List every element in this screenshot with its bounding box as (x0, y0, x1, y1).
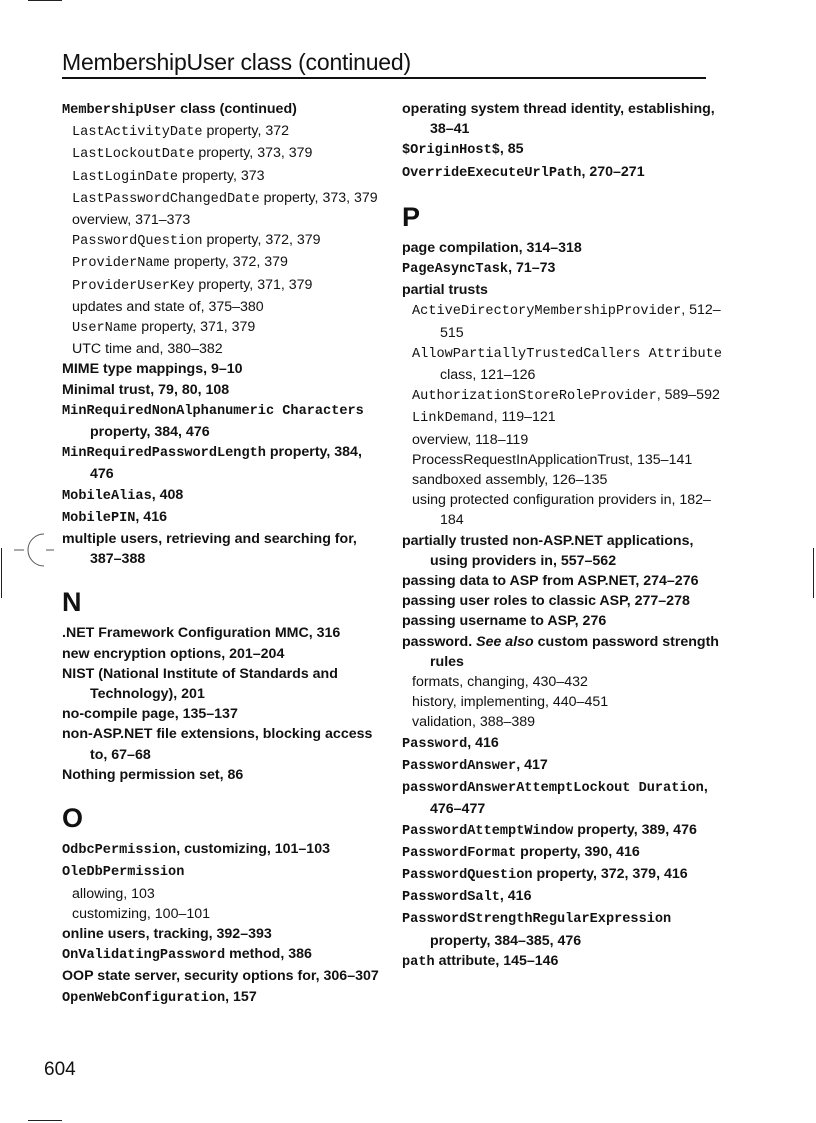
index-entry (402, 951, 722, 973)
index-entry (402, 238, 722, 258)
index-text: MIME type mappings, 9–10 (62, 361, 243, 378)
index-text: path (402, 954, 435, 970)
registration-mark-icon (0, 525, 60, 575)
index-text: multiple users, retrieving and searching for, 387–388 (62, 531, 357, 568)
index-entry (402, 864, 722, 886)
index-subentry (62, 317, 382, 339)
index-text: , 416 (499, 888, 532, 905)
index-text: , 85 (499, 141, 524, 158)
index-text: passing user roles to classic ASP, 277–278 (402, 593, 690, 610)
index-text: LastLockoutDate (72, 147, 195, 163)
index-text: history, implementing, 440–451 (412, 694, 609, 711)
index-text: LinkDemand (412, 411, 494, 427)
index-entry (402, 591, 722, 611)
index-text: non-ASP.NET file extensions, blocking access to, 67–68 (62, 726, 373, 763)
index-entry (62, 664, 382, 704)
index-subentry (62, 143, 382, 165)
index-entry (62, 966, 382, 986)
index-entry (402, 531, 722, 571)
index-text: , 119–121 (493, 409, 556, 426)
index-text: PasswordSalt (402, 890, 500, 906)
index-text: AllowPartiallyTrustedCallers Attribute (412, 346, 722, 362)
index-entry (402, 611, 722, 631)
index-text: property, 384, 476 (90, 424, 210, 441)
index-text: , 157 (225, 988, 257, 1005)
index-text: no-compile page, 135–137 (62, 706, 238, 723)
index-subentry (62, 188, 382, 210)
index-text: $OriginHost$ (402, 143, 500, 159)
index-text: PasswordStrengthRegularExpression (402, 912, 672, 928)
index-text: validation, 388–389 (412, 714, 536, 731)
index-subentry (62, 230, 382, 252)
index-entry (62, 839, 382, 861)
index-text: property, 372, 379 (202, 232, 321, 249)
index-subentry (402, 712, 722, 732)
index-subentry (402, 490, 722, 530)
index-text: ProcessRequestInApplicationTrust, 135–141 (412, 451, 693, 468)
index-text: AuthorizationStoreRoleProvider (412, 389, 657, 405)
index-entry (402, 733, 722, 755)
page-number: 604 (44, 1059, 76, 1080)
running-head: MembershipUser class (continued) (62, 49, 411, 75)
index-entry (62, 765, 382, 785)
index-text: , customizing, 101–103 (176, 841, 330, 858)
crop-mark-top-left (28, 0, 62, 1)
index-entry (62, 644, 382, 664)
index-text: operating system thread identity, establishing, 38–41 (402, 101, 715, 138)
index-text: class (continued) (176, 101, 297, 117)
index-subentry (402, 343, 722, 385)
index-subentry (62, 297, 382, 317)
index-text: passing username to ASP, 276 (402, 613, 607, 630)
index-text: Password (402, 736, 468, 752)
index-text: , 416 (135, 508, 167, 525)
index-text: MinRequiredPasswordLength (62, 446, 266, 462)
index-text: , 71–73 (508, 260, 556, 277)
index-entry (402, 908, 722, 950)
index-text: overview, 118–119 (412, 431, 529, 448)
index-entry (402, 571, 722, 591)
index-text: Nothing permission set, 86 (62, 766, 244, 783)
index-text: custom password strength rules (430, 633, 719, 670)
index-subentry (402, 407, 722, 429)
index-text: , 512–515 (440, 302, 721, 341)
index-subentry (62, 275, 382, 297)
index-entry (62, 485, 382, 507)
index-text: partially trusted non-ASP.NET applications, using providers in, 557–562 (402, 532, 694, 569)
index-entry (62, 507, 382, 529)
index-text: ProviderName (72, 256, 170, 272)
index-text: updates and state of, 375–380 (72, 298, 264, 315)
index-text: property, 372, 379, 416 (532, 865, 688, 882)
index-text: OleDbPermission (62, 865, 185, 881)
index-text: class, 121–126 (440, 367, 536, 384)
index-text: method, 386 (225, 946, 312, 963)
index-text: Minimal trust, 79, 80, 108 (62, 381, 230, 398)
index-text: passwordAnswerAttemptLockout Duration (402, 781, 704, 797)
index-text: PasswordAnswer (402, 758, 517, 774)
index-text: customizing, 100–101 (72, 905, 211, 922)
index-text: attribute, 145–146 (434, 952, 559, 969)
index-text: OdbcPermission (62, 843, 177, 859)
index-text: MembershipUser (62, 103, 177, 118)
index-text: OverrideExecuteUrlPath (402, 165, 582, 181)
index-entry (402, 258, 722, 280)
index-text: , 270–271 (581, 163, 645, 180)
index-text: using protected configuration providers in, 182–184 (412, 492, 711, 529)
index-subentry (402, 672, 722, 692)
index-entry (62, 704, 382, 724)
crop-mark-bottom-left (28, 1120, 62, 1121)
index-text: allowing, 103 (72, 885, 155, 902)
index-text: property, 373 (178, 167, 265, 184)
index-text: ActiveDirectoryMembershipProvider (412, 304, 682, 320)
index-entry (402, 99, 722, 139)
index-entry (402, 777, 722, 819)
index-subentry (402, 385, 722, 407)
index-entry (402, 820, 722, 842)
index-entry (62, 987, 382, 1009)
index-column-right (402, 99, 722, 973)
index-text: property, 371, 379 (137, 319, 256, 336)
index-entry (62, 400, 382, 442)
index-text: password. (402, 633, 477, 650)
index-text: , 589–592 (656, 387, 720, 404)
crop-mark-right-edge (813, 548, 814, 598)
index-text: , 417 (516, 756, 548, 773)
index-text: property, 373, 379 (194, 145, 313, 162)
index-text: PasswordAttemptWindow (402, 823, 574, 839)
index-text: formats, changing, 430–432 (412, 674, 588, 691)
index-entry (402, 632, 722, 672)
index-text: sandboxed assembly, 126–135 (412, 472, 608, 489)
index-text: online users, tracking, 392–393 (62, 925, 272, 942)
index-entry (62, 924, 382, 944)
index-text: property, 390, 416 (516, 843, 640, 860)
index-text: LastActivityDate (72, 125, 203, 141)
index-entry (62, 380, 382, 400)
index-text: property, 372 (202, 123, 290, 140)
index-text: , 476–477 (430, 779, 708, 818)
index-text: property, 372, 379 (169, 254, 288, 271)
index-subentry (402, 692, 722, 712)
index-text: property, 384, 476 (90, 444, 362, 483)
index-subentry (62, 210, 382, 230)
index-entry (62, 359, 382, 379)
index-text: PasswordQuestion (402, 867, 533, 883)
index-subentry (62, 884, 382, 904)
index-section-letter: O (62, 803, 84, 834)
index-text: NIST (National Institute of Standards and Technology), 201 (62, 665, 338, 703)
index-entry (402, 842, 722, 864)
index-subentry (62, 904, 382, 924)
index-text: OOP state server, security options for, 306–307 (62, 968, 379, 985)
index-entry (402, 162, 722, 184)
index-text: LastPasswordChangedDate (72, 191, 260, 207)
index-subentry (402, 450, 722, 470)
index-text: overview, 371–373 (72, 212, 191, 229)
index-text: property, 373, 379 (259, 189, 378, 206)
index-text: OnValidatingPassword (62, 948, 226, 964)
index-entry (62, 529, 382, 569)
index-entry (62, 442, 382, 484)
index-text: UTC time and, 380–382 (72, 341, 223, 358)
index-section-letter: N (62, 587, 82, 618)
index-text: LastLoginDate (72, 169, 179, 185)
index-text: PageAsyncTask (402, 262, 509, 278)
index-text: PasswordQuestion (72, 234, 203, 250)
index-entry (62, 99, 382, 121)
index-section-letter: P (402, 201, 421, 232)
index-subentry (402, 430, 722, 450)
index-text: See also (476, 633, 534, 650)
index-text: MobileAlias (62, 488, 152, 504)
index-text: MobilePIN (62, 510, 136, 526)
index-text: , 408 (151, 486, 184, 503)
index-text: new encryption options, 201–204 (62, 645, 285, 662)
index-entry (402, 755, 722, 777)
index-text: MinRequiredNonAlphanumeric Characters (62, 403, 364, 419)
index-entry (62, 623, 382, 643)
index-subentry (62, 252, 382, 274)
index-entry (62, 944, 382, 966)
index-column-left (62, 99, 382, 1009)
index-text: PasswordFormat (402, 845, 517, 861)
index-text: partial trusts (402, 282, 488, 299)
index-text: property, 389, 476 (573, 821, 697, 838)
index-text: passing data to ASP from ASP.NET, 274–276 (402, 573, 699, 590)
index-text: property, 371, 379 (194, 276, 313, 293)
index-subentry (62, 121, 382, 143)
index-entry (402, 886, 722, 908)
index-text: OpenWebConfiguration (62, 990, 226, 1006)
index-text: , 416 (467, 734, 499, 751)
index-subentry (62, 166, 382, 188)
running-head-rule (62, 77, 706, 79)
index-entry (402, 280, 722, 300)
index-entry (62, 724, 382, 764)
index-text: .NET Framework Configuration MMC, 316 (62, 625, 341, 642)
index-text: property, 384–385, 476 (430, 932, 582, 949)
index-text: page compilation, 314–318 (402, 239, 582, 256)
index-entry (62, 861, 382, 883)
index-text: ProviderUserKey (72, 278, 195, 294)
index-subentry (402, 470, 722, 490)
index-subentry (402, 300, 722, 342)
index-text: UserName (72, 321, 138, 337)
index-subentry (62, 339, 382, 359)
index-entry (402, 139, 722, 161)
